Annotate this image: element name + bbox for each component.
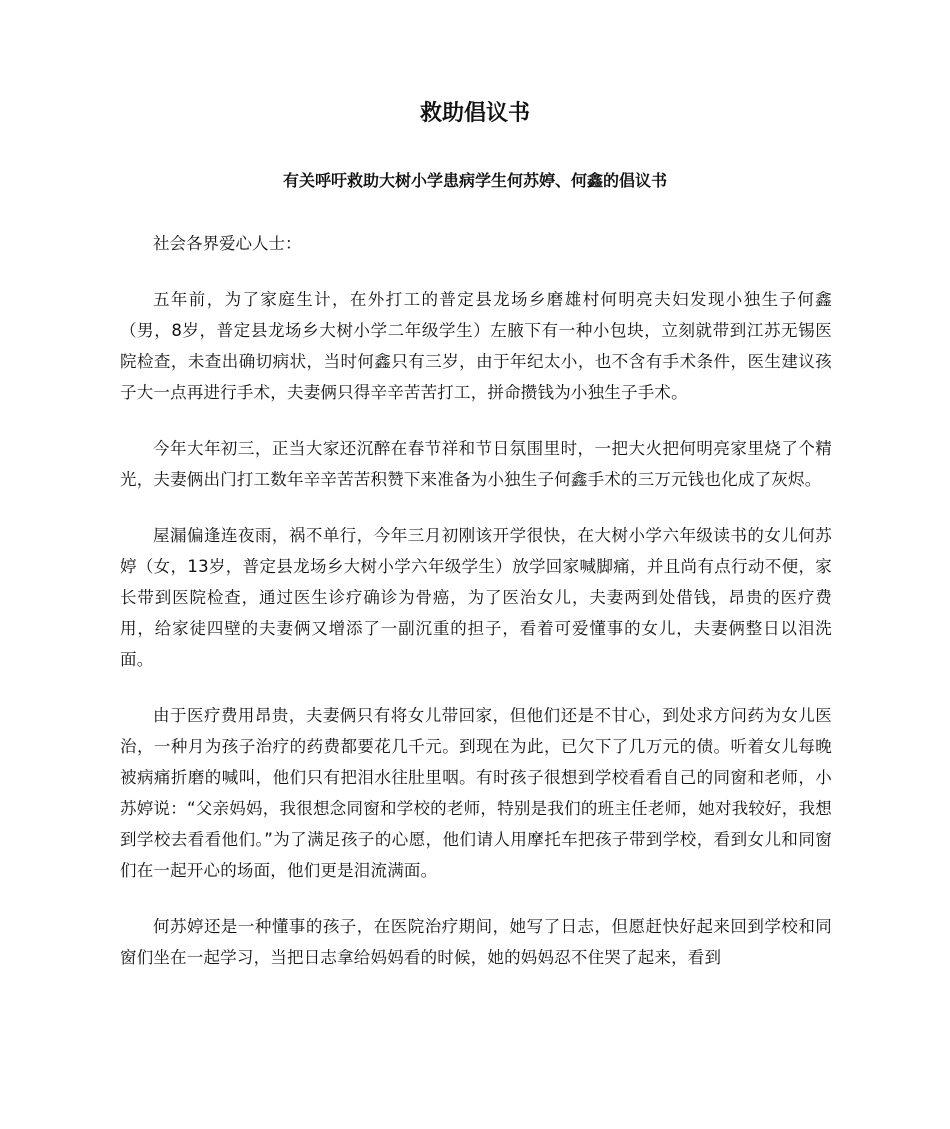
document-body xyxy=(120,228,832,998)
document-subtitle: 有关呼吁救助大树小学患病学生何苏婷、何鑫的倡议书 xyxy=(282,171,667,190)
document-title: 救助倡议书 xyxy=(419,101,530,126)
paragraph: 屋漏偏逢连夜雨，祸不单行，今年三月初刚该开学很快，在大树小学六年级读书的女儿何苏婷（女，13岁，普定县龙场乡大树小学六年级学生）放学回家喊脚痛，并且尚有点行动不便，家长带到医院检查，通过医生诊疗确诊为骨癌，为了医治女儿，夫妻两到处借钱，昂贵的医疗费用，给家徒四壁的夫妻俩又增添了一副沉重的担子，看着可爱懂事的女儿，夫妻俩整日以泪洗面。 xyxy=(120,526,832,669)
paragraph: 五年前，为了家庭生计，在外打工的普定县龙场乡磨雄村何明亮夫妇发现小独生子何鑫（男，8岁，普定县龙场乡大树小学二年级学生）左腋下有一种小包块，立刻就带到江苏无锡医院检查，未查出确切病状，当时何鑫只有三岁，由于年纪太小，也不含有手术条件，医生建议孩子大一点再进行手术，夫妻俩只得辛辛苦苦打工，拼命攒钱为小独生子手术。 xyxy=(120,290,832,402)
paragraph: 由于医疗费用昂贵，夫妻俩只有将女儿带回家，但他们还是不甘心，到处求方问药为女儿医治，一种月为孩子治疗的药费都要花几千元。到现在为此，已欠下了几万元的债。听着女儿每晚被病痛折磨的喊叫，他们只有把泪水往肚里咽。有时孩子很想到学校看看自己的同窗和老师，小苏婷说：“父亲妈妈，我很想念同窗和学校的老师，特别是我们的班主任老师，她对我较好，我想到学校去看看他们。”为了满足孩子的心愿，他们请人用摩托车把孩子带到学校，看到女儿和同窗们在一起开心的场面，他们更是泪流满面。 xyxy=(120,706,832,880)
salutation: 社会各界爱心人士： xyxy=(153,234,302,253)
paragraph: 何苏婷还是一种懂事的孩子，在医院治疗期间，她写了日志，但愿赶快好起来回到学校和同窗们坐在一起学习，当把日志拿给妈妈看的时候，她的妈妈忍不住哭了起来，看到 xyxy=(120,917,832,967)
paragraph: 今年大年初三，正当大家还沉醉在春节祥和节日氛围里时，一把大火把何明亮家里烧了个精光，夫妻俩出门打工数年辛辛苦苦积赞下来准备为小独生子何鑫手术的三万元钱也化成了灰烬。 xyxy=(120,439,832,489)
